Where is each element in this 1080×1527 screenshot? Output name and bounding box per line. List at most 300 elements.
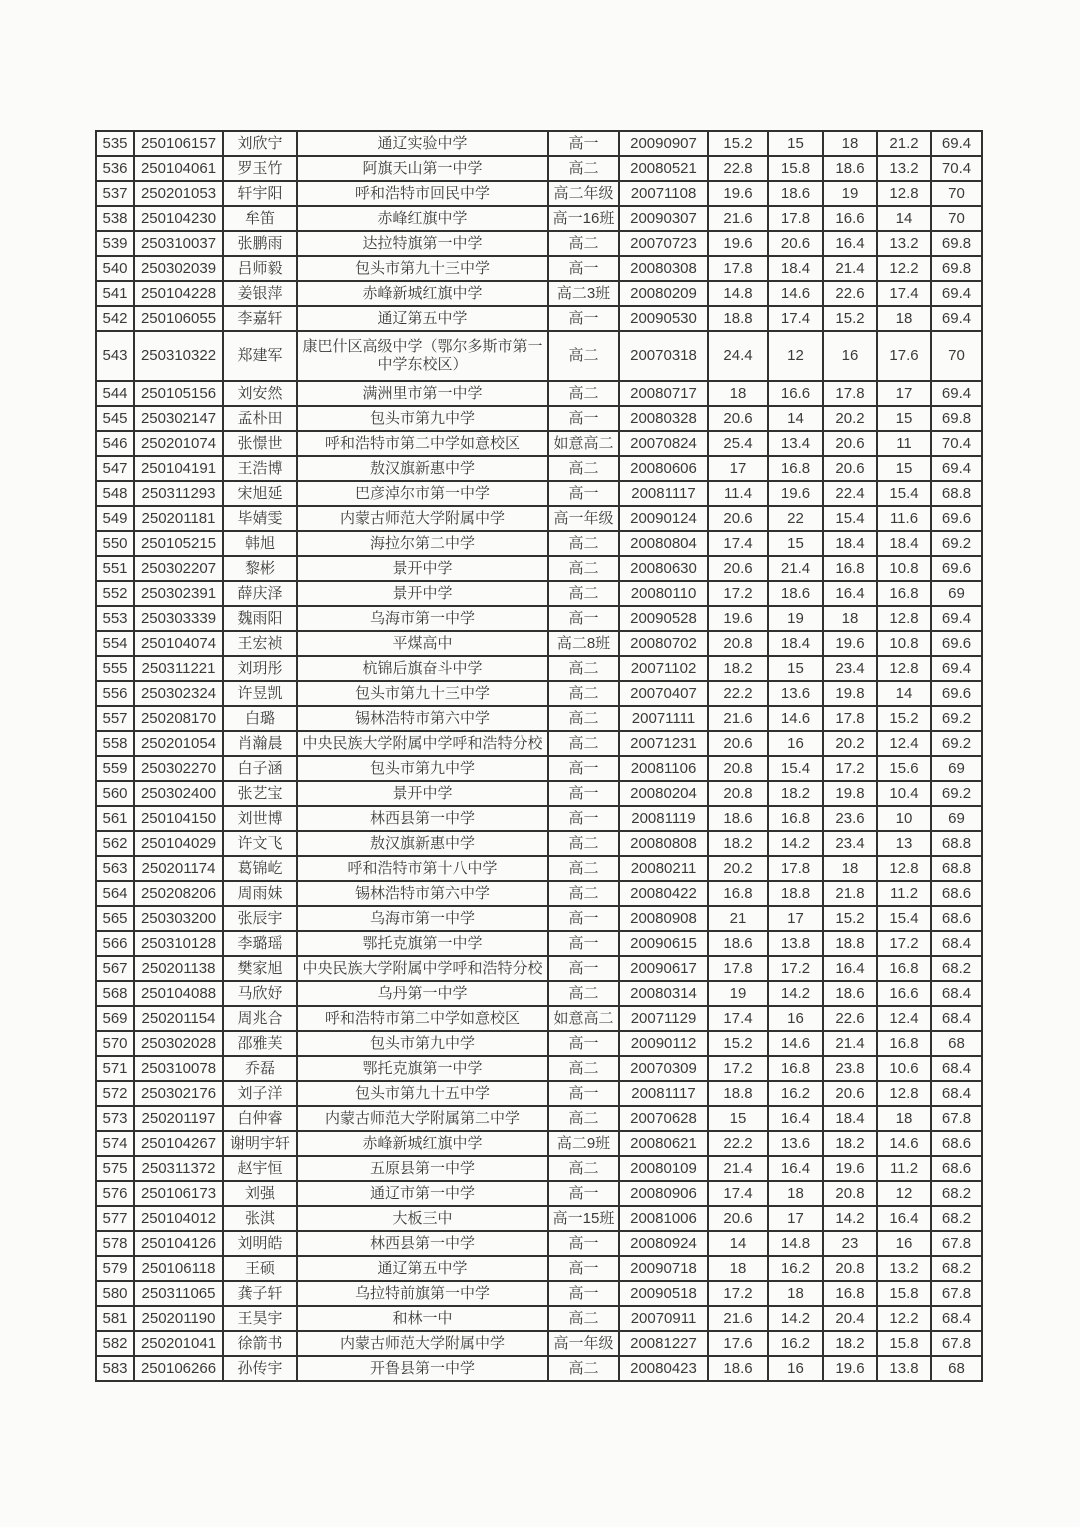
cell-name: 王宏祯 — [223, 631, 297, 656]
cell-date: 20080621 — [619, 1131, 708, 1156]
cell-row-number: 567 — [96, 956, 134, 981]
cell-name: 黎彬 — [223, 556, 297, 581]
cell-score-1: 18.6 — [708, 931, 768, 956]
cell-name: 白璐 — [223, 706, 297, 731]
cell-name: 刘世博 — [223, 806, 297, 831]
cell-name: 王浩博 — [223, 456, 297, 481]
cell-score-1: 20.2 — [708, 856, 768, 881]
cell-total-score: 67.8 — [931, 1331, 982, 1356]
cell-date: 20090615 — [619, 931, 708, 956]
cell-row-number: 561 — [96, 806, 134, 831]
cell-score-2: 14.6 — [768, 706, 823, 731]
cell-score-1: 19 — [708, 981, 768, 1006]
cell-date: 20090530 — [619, 306, 708, 331]
cell-score-3: 18.2 — [823, 1131, 877, 1156]
cell-name: 罗玉竹 — [223, 156, 297, 181]
cell-score-2: 15 — [768, 531, 823, 556]
cell-score-2: 19.6 — [768, 481, 823, 506]
cell-score-1: 17.8 — [708, 956, 768, 981]
cell-score-3: 16.8 — [823, 556, 877, 581]
cell-total-score: 69.8 — [931, 256, 982, 281]
cell-date: 20090307 — [619, 206, 708, 231]
cell-score-1: 18.8 — [708, 306, 768, 331]
cell-score-4: 12.4 — [877, 1006, 931, 1031]
cell-score-3: 16.4 — [823, 581, 877, 606]
cell-grade-class: 高二 — [548, 881, 619, 906]
cell-grade-class: 高一年级 — [548, 506, 619, 531]
cell-score-1: 16.8 — [708, 881, 768, 906]
table-row — [96, 756, 982, 781]
cell-score-2: 17 — [768, 906, 823, 931]
table-row — [96, 256, 982, 281]
cell-grade-class: 高一 — [548, 1181, 619, 1206]
cell-row-number: 556 — [96, 681, 134, 706]
cell-date: 20080209 — [619, 281, 708, 306]
cell-student-id: 250201197 — [134, 1106, 223, 1131]
cell-date: 20070723 — [619, 231, 708, 256]
cell-row-number: 538 — [96, 206, 134, 231]
cell-school: 中央民族大学附属中学呼和浩特分校 — [297, 731, 548, 756]
cell-score-4: 12.8 — [877, 1081, 931, 1106]
cell-score-1: 14 — [708, 1231, 768, 1256]
cell-score-4: 12.2 — [877, 1306, 931, 1331]
cell-student-id: 250104150 — [134, 806, 223, 831]
cell-name: 谢明宇轩 — [223, 1131, 297, 1156]
cell-school: 五原县第一中学 — [297, 1156, 548, 1181]
cell-student-id: 250201190 — [134, 1306, 223, 1331]
cell-score-2: 14.2 — [768, 981, 823, 1006]
cell-grade-class: 高一 — [548, 256, 619, 281]
cell-name: 赵宇恒 — [223, 1156, 297, 1181]
cell-student-id: 250104012 — [134, 1206, 223, 1231]
cell-score-2: 13.8 — [768, 931, 823, 956]
cell-score-1: 18.6 — [708, 806, 768, 831]
cell-grade-class: 高二 — [548, 856, 619, 881]
cell-grade-class: 高二 — [548, 1156, 619, 1181]
cell-school: 包头市第九中学 — [297, 756, 548, 781]
cell-score-1: 18.6 — [708, 1356, 768, 1381]
cell-grade-class: 高一16班 — [548, 206, 619, 231]
cell-date: 20070318 — [619, 331, 708, 381]
cell-date: 20080211 — [619, 856, 708, 881]
cell-row-number: 581 — [96, 1306, 134, 1331]
cell-score-1: 20.6 — [708, 506, 768, 531]
cell-school: 中央民族大学附属中学呼和浩特分校 — [297, 956, 548, 981]
cell-date: 20080521 — [619, 156, 708, 181]
cell-student-id: 250302147 — [134, 406, 223, 431]
cell-date: 20090124 — [619, 506, 708, 531]
cell-score-4: 17 — [877, 381, 931, 406]
cell-score-1: 21.4 — [708, 1156, 768, 1181]
cell-score-4: 12.8 — [877, 856, 931, 881]
cell-score-3: 22.4 — [823, 481, 877, 506]
cell-row-number: 583 — [96, 1356, 134, 1381]
cell-score-2: 16.8 — [768, 456, 823, 481]
cell-total-score: 69.4 — [931, 381, 982, 406]
cell-date: 20081119 — [619, 806, 708, 831]
cell-total-score: 68.2 — [931, 956, 982, 981]
cell-date: 20070309 — [619, 1056, 708, 1081]
cell-date: 20070407 — [619, 681, 708, 706]
cell-total-score: 69.4 — [931, 131, 982, 156]
cell-total-score: 69.2 — [931, 781, 982, 806]
cell-score-2: 16.6 — [768, 381, 823, 406]
cell-score-2: 18 — [768, 1281, 823, 1306]
cell-name: 郑建军 — [223, 331, 297, 381]
cell-score-1: 14.8 — [708, 281, 768, 306]
cell-school: 呼和浩特市第二中学如意校区 — [297, 431, 548, 456]
cell-name: 徐箭书 — [223, 1331, 297, 1356]
cell-score-2: 17.2 — [768, 956, 823, 981]
cell-date: 20080924 — [619, 1231, 708, 1256]
cell-name: 白子涵 — [223, 756, 297, 781]
cell-name: 张鹏雨 — [223, 231, 297, 256]
cell-school: 达拉特旗第一中学 — [297, 231, 548, 256]
cell-date: 20081227 — [619, 1331, 708, 1356]
cell-grade-class: 高二 — [548, 456, 619, 481]
cell-student-id: 250201074 — [134, 431, 223, 456]
cell-row-number: 562 — [96, 831, 134, 856]
cell-student-id: 250106055 — [134, 306, 223, 331]
cell-total-score: 68.8 — [931, 481, 982, 506]
cell-score-4: 16.8 — [877, 581, 931, 606]
table-row — [96, 431, 982, 456]
cell-score-4: 17.2 — [877, 931, 931, 956]
cell-score-2: 14 — [768, 406, 823, 431]
cell-row-number: 550 — [96, 531, 134, 556]
cell-total-score: 68.4 — [931, 931, 982, 956]
cell-date: 20090112 — [619, 1031, 708, 1056]
cell-grade-class: 如意高二 — [548, 1006, 619, 1031]
cell-score-4: 13.2 — [877, 1256, 931, 1281]
cell-name: 王昊宇 — [223, 1306, 297, 1331]
cell-total-score: 70.4 — [931, 156, 982, 181]
cell-date: 20071108 — [619, 181, 708, 206]
table-row — [96, 156, 982, 181]
cell-row-number: 547 — [96, 456, 134, 481]
table-row — [96, 931, 982, 956]
cell-score-2: 20.6 — [768, 231, 823, 256]
cell-date: 20070824 — [619, 431, 708, 456]
cell-score-2: 16.2 — [768, 1081, 823, 1106]
cell-student-id: 250104126 — [134, 1231, 223, 1256]
cell-date: 20070911 — [619, 1306, 708, 1331]
cell-score-2: 16.2 — [768, 1331, 823, 1356]
cell-score-3: 19 — [823, 181, 877, 206]
cell-score-2: 16.8 — [768, 1056, 823, 1081]
table-row — [96, 281, 982, 306]
table-row — [96, 1281, 982, 1306]
cell-score-1: 19.6 — [708, 606, 768, 631]
cell-score-3: 14.2 — [823, 1206, 877, 1231]
table-row — [96, 181, 982, 206]
cell-score-2: 15 — [768, 131, 823, 156]
cell-score-4: 14.6 — [877, 1131, 931, 1156]
cell-total-score: 69.8 — [931, 406, 982, 431]
cell-date: 20080110 — [619, 581, 708, 606]
cell-student-id: 250208170 — [134, 706, 223, 731]
cell-score-1: 21.6 — [708, 1306, 768, 1331]
cell-score-4: 15.8 — [877, 1281, 931, 1306]
cell-grade-class: 高二3班 — [548, 281, 619, 306]
cell-grade-class: 高一 — [548, 756, 619, 781]
cell-name: 孟朴田 — [223, 406, 297, 431]
table-row — [96, 981, 982, 1006]
cell-date: 20080314 — [619, 981, 708, 1006]
cell-school: 敖汉旗新惠中学 — [297, 831, 548, 856]
table-row — [96, 881, 982, 906]
cell-total-score: 69.6 — [931, 681, 982, 706]
cell-row-number: 539 — [96, 231, 134, 256]
cell-name: 张艺宝 — [223, 781, 297, 806]
cell-score-1: 20.6 — [708, 1206, 768, 1231]
cell-score-3: 18.8 — [823, 931, 877, 956]
cell-school: 乌海市第一中学 — [297, 906, 548, 931]
cell-score-4: 16.8 — [877, 1031, 931, 1056]
cell-score-2: 18.2 — [768, 781, 823, 806]
cell-student-id: 250106266 — [134, 1356, 223, 1381]
cell-grade-class: 高二 — [548, 556, 619, 581]
cell-row-number: 555 — [96, 656, 134, 681]
cell-score-1: 18 — [708, 381, 768, 406]
cell-score-4: 16.6 — [877, 981, 931, 1006]
cell-student-id: 250302400 — [134, 781, 223, 806]
cell-row-number: 543 — [96, 331, 134, 381]
cell-grade-class: 高二 — [548, 531, 619, 556]
cell-date: 20071111 — [619, 706, 708, 731]
cell-score-3: 23.6 — [823, 806, 877, 831]
cell-student-id: 250104230 — [134, 206, 223, 231]
cell-total-score: 69 — [931, 581, 982, 606]
cell-student-id: 250104191 — [134, 456, 223, 481]
cell-score-1: 21.6 — [708, 206, 768, 231]
cell-grade-class: 高一 — [548, 481, 619, 506]
cell-grade-class: 高一 — [548, 806, 619, 831]
table-row — [96, 556, 982, 581]
cell-date: 20080906 — [619, 1181, 708, 1206]
cell-total-score: 70 — [931, 206, 982, 231]
cell-score-3: 20.8 — [823, 1256, 877, 1281]
cell-row-number: 545 — [96, 406, 134, 431]
cell-score-1: 17 — [708, 456, 768, 481]
cell-score-3: 16.8 — [823, 1281, 877, 1306]
cell-grade-class: 高二 — [548, 1306, 619, 1331]
cell-name: 刘明皓 — [223, 1231, 297, 1256]
table-row — [96, 131, 982, 156]
cell-name: 肖瀚晨 — [223, 731, 297, 756]
cell-school: 赤峰红旗中学 — [297, 206, 548, 231]
cell-score-3: 16.6 — [823, 206, 877, 231]
cell-score-2: 14.2 — [768, 831, 823, 856]
cell-student-id: 250302176 — [134, 1081, 223, 1106]
cell-name: 吕师毅 — [223, 256, 297, 281]
cell-school: 大板三中 — [297, 1206, 548, 1231]
cell-student-id: 250303200 — [134, 906, 223, 931]
cell-school: 康巴什区高级中学（鄂尔多斯市第一中学东校区） — [297, 331, 548, 381]
cell-score-3: 19.6 — [823, 1156, 877, 1181]
cell-school: 开鲁县第一中学 — [297, 1356, 548, 1381]
cell-score-1: 20.6 — [708, 406, 768, 431]
cell-school: 内蒙古师范大学附属中学 — [297, 506, 548, 531]
cell-grade-class: 高一年级 — [548, 1331, 619, 1356]
cell-score-3: 20.6 — [823, 1081, 877, 1106]
cell-score-4: 13.8 — [877, 1356, 931, 1381]
cell-date: 20090907 — [619, 131, 708, 156]
cell-school: 包头市第九十三中学 — [297, 256, 548, 281]
cell-date: 20081117 — [619, 1081, 708, 1106]
cell-grade-class: 高一 — [548, 131, 619, 156]
cell-total-score: 68.4 — [931, 1006, 982, 1031]
cell-student-id: 250201181 — [134, 506, 223, 531]
cell-student-id: 250104074 — [134, 631, 223, 656]
cell-score-1: 25.4 — [708, 431, 768, 456]
cell-total-score: 68.2 — [931, 1256, 982, 1281]
table-row — [96, 1231, 982, 1256]
cell-name: 刘强 — [223, 1181, 297, 1206]
cell-row-number: 553 — [96, 606, 134, 631]
cell-score-4: 21.2 — [877, 131, 931, 156]
cell-grade-class: 高二 — [548, 1056, 619, 1081]
table-row — [96, 1131, 982, 1156]
cell-school: 景开中学 — [297, 556, 548, 581]
cell-row-number: 554 — [96, 631, 134, 656]
cell-date: 20080328 — [619, 406, 708, 431]
cell-score-3: 18.2 — [823, 1331, 877, 1356]
cell-date: 20080908 — [619, 906, 708, 931]
cell-total-score: 69.6 — [931, 631, 982, 656]
cell-score-2: 16 — [768, 731, 823, 756]
cell-score-2: 18.6 — [768, 581, 823, 606]
cell-name: 刘安然 — [223, 381, 297, 406]
cell-score-3: 23.4 — [823, 831, 877, 856]
cell-score-1: 17.8 — [708, 256, 768, 281]
table-row — [96, 1106, 982, 1131]
cell-score-1: 17.2 — [708, 1056, 768, 1081]
cell-score-3: 20.6 — [823, 456, 877, 481]
cell-score-3: 21.8 — [823, 881, 877, 906]
cell-score-1: 21 — [708, 906, 768, 931]
cell-name: 轩宇阳 — [223, 181, 297, 206]
cell-total-score: 69.2 — [931, 731, 982, 756]
cell-score-4: 15.4 — [877, 481, 931, 506]
cell-score-3: 21.4 — [823, 1031, 877, 1056]
cell-date: 20071231 — [619, 731, 708, 756]
cell-score-3: 18 — [823, 606, 877, 631]
cell-school: 平煤高中 — [297, 631, 548, 656]
cell-row-number: 576 — [96, 1181, 134, 1206]
cell-name: 孙传宇 — [223, 1356, 297, 1381]
cell-score-3: 20.2 — [823, 731, 877, 756]
cell-score-2: 16.8 — [768, 806, 823, 831]
cell-score-4: 12.2 — [877, 256, 931, 281]
cell-score-2: 18 — [768, 1181, 823, 1206]
cell-row-number: 552 — [96, 581, 134, 606]
cell-total-score: 68.4 — [931, 1056, 982, 1081]
table-row — [96, 656, 982, 681]
cell-school: 鄂托克旗第一中学 — [297, 1056, 548, 1081]
cell-school: 巴彦淖尔市第一中学 — [297, 481, 548, 506]
cell-row-number: 549 — [96, 506, 134, 531]
cell-score-4: 12.8 — [877, 656, 931, 681]
cell-total-score: 70 — [931, 181, 982, 206]
cell-school: 景开中学 — [297, 581, 548, 606]
cell-row-number: 578 — [96, 1231, 134, 1256]
cell-school: 和林一中 — [297, 1306, 548, 1331]
cell-student-id: 250201054 — [134, 731, 223, 756]
cell-name: 毕婧雯 — [223, 506, 297, 531]
cell-date: 20090718 — [619, 1256, 708, 1281]
cell-row-number: 569 — [96, 1006, 134, 1031]
cell-score-4: 14 — [877, 681, 931, 706]
cell-name: 宋旭延 — [223, 481, 297, 506]
cell-date: 20071129 — [619, 1006, 708, 1031]
cell-date: 20080204 — [619, 781, 708, 806]
cell-score-4: 10.8 — [877, 556, 931, 581]
cell-name: 王硕 — [223, 1256, 297, 1281]
cell-row-number: 559 — [96, 756, 134, 781]
cell-score-3: 17.2 — [823, 756, 877, 781]
cell-student-id: 250303339 — [134, 606, 223, 631]
cell-total-score: 69.4 — [931, 656, 982, 681]
cell-score-1: 19.6 — [708, 231, 768, 256]
cell-score-4: 11.2 — [877, 1156, 931, 1181]
cell-grade-class: 高二年级 — [548, 181, 619, 206]
cell-grade-class: 高一 — [548, 406, 619, 431]
cell-score-4: 15.2 — [877, 706, 931, 731]
cell-grade-class: 高一 — [548, 906, 619, 931]
cell-student-id: 250104029 — [134, 831, 223, 856]
cell-score-3: 20.4 — [823, 1306, 877, 1331]
cell-grade-class: 高二 — [548, 381, 619, 406]
cell-name: 周兆合 — [223, 1006, 297, 1031]
cell-score-2: 22 — [768, 506, 823, 531]
cell-row-number: 536 — [96, 156, 134, 181]
cell-score-4: 17.4 — [877, 281, 931, 306]
cell-row-number: 579 — [96, 1256, 134, 1281]
cell-score-4: 13 — [877, 831, 931, 856]
cell-name: 许昱凯 — [223, 681, 297, 706]
cell-score-4: 10 — [877, 806, 931, 831]
cell-name: 龚子轩 — [223, 1281, 297, 1306]
cell-school: 鄂托克旗第一中学 — [297, 931, 548, 956]
cell-date: 20090528 — [619, 606, 708, 631]
cell-school: 杭锦后旗奋斗中学 — [297, 656, 548, 681]
cell-row-number: 551 — [96, 556, 134, 581]
cell-total-score: 68.4 — [931, 1306, 982, 1331]
cell-score-3: 23.8 — [823, 1056, 877, 1081]
cell-total-score: 68.4 — [931, 981, 982, 1006]
cell-row-number: 540 — [96, 256, 134, 281]
cell-date: 20080717 — [619, 381, 708, 406]
cell-row-number: 564 — [96, 881, 134, 906]
cell-name: 张辰宇 — [223, 906, 297, 931]
cell-name: 姜银萍 — [223, 281, 297, 306]
cell-grade-class: 高二8班 — [548, 631, 619, 656]
cell-row-number: 546 — [96, 431, 134, 456]
cell-score-4: 18 — [877, 1106, 931, 1131]
cell-school: 林西县第一中学 — [297, 806, 548, 831]
cell-student-id: 250311372 — [134, 1156, 223, 1181]
cell-student-id: 250104088 — [134, 981, 223, 1006]
cell-score-3: 19.8 — [823, 781, 877, 806]
cell-row-number: 563 — [96, 856, 134, 881]
cell-student-id: 250302270 — [134, 756, 223, 781]
cell-school: 通辽第五中学 — [297, 1256, 548, 1281]
cell-row-number: 574 — [96, 1131, 134, 1156]
cell-date: 20080423 — [619, 1356, 708, 1381]
cell-total-score: 69.6 — [931, 556, 982, 581]
cell-grade-class: 高一 — [548, 1281, 619, 1306]
